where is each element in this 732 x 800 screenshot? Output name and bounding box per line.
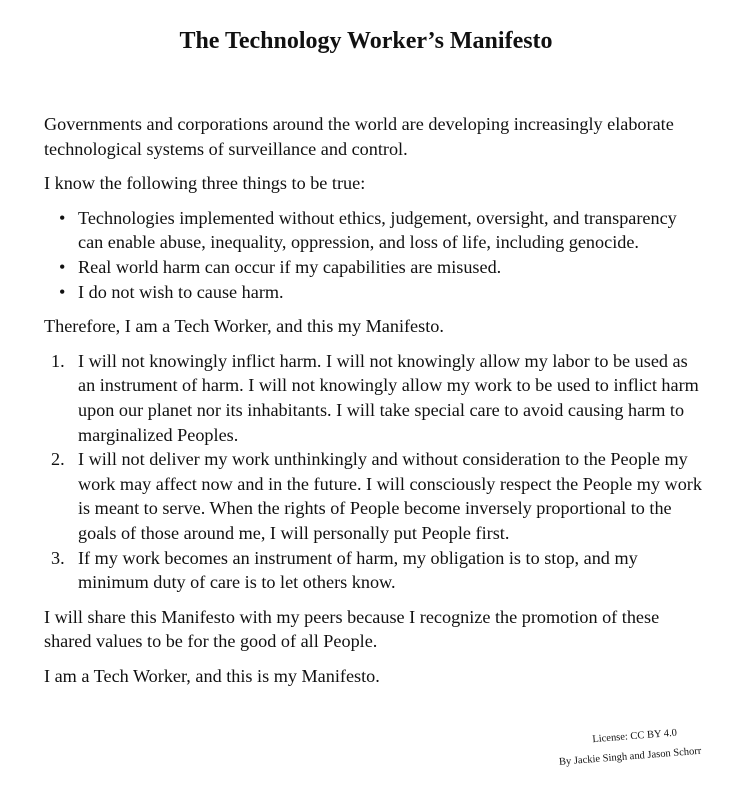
truth-text: Real world harm can occur if my capabilities are misused. <box>78 256 502 277</box>
pledge-number: 2. <box>51 449 65 470</box>
list-item <box>59 206 704 255</box>
truth-text: I do not wish to cause harm. <box>78 281 284 302</box>
authors-line: By Jackie Singh and Jason Schorr <box>558 745 702 768</box>
license-line: License: CC BY 4.0 <box>591 727 678 746</box>
list-item <box>59 280 704 305</box>
closing-paragraph: I am a Tech Worker, and this is my Manifesto. <box>44 665 380 686</box>
bullet-icon: • <box>59 281 66 302</box>
pledges-list <box>44 349 704 595</box>
bullet-icon: • <box>59 207 66 228</box>
page-title: The Technology Worker’s Manifesto <box>179 28 553 54</box>
truths-list <box>44 206 704 304</box>
pledge-text: I will not deliver my work unthinkingly and without consideration to the People my work may affect now and in the future. I will consciously respect the People my work is meant to serve. When the rights of People become inversely proportional to the goals of those around me, I will personally put People first. <box>78 449 702 543</box>
truth-text: Technologies implemented without ethics, judgement, oversight, and transparency can enable abuse, inequality, oppression, and loss of life, including genocide. <box>78 207 677 253</box>
pledge-text: I will not knowingly inflict harm. I will not knowingly allow my labor to be used as an instrument of harm. I will not knowingly allow my work to be used to inflict harm upon our planet nor its inhabitants. I will take special care to avoid causing harm to marginalized Peoples. <box>78 350 699 445</box>
pledge-number: 1. <box>51 350 65 371</box>
list-item <box>51 349 704 447</box>
manifesto-body <box>44 112 704 688</box>
pledge-text: If my work becomes an instrument of harm, my obligation is to stop, and my minimum duty of care is to let others know. <box>78 547 638 593</box>
list-item <box>59 255 704 280</box>
list-item <box>51 447 704 545</box>
share-paragraph: I will share this Manifesto with my peers because I recognize the promotion of these shared values to be for the good of all People. <box>44 606 660 652</box>
pledge-number: 3. <box>51 547 65 568</box>
list-item <box>51 546 704 595</box>
intro-paragraph: Governments and corporations around the world are developing increasingly elaborate technological systems of surveillance and control. <box>44 114 674 159</box>
therefore-paragraph: Therefore, I am a Tech Worker, and this my Manifesto. <box>44 316 444 337</box>
lead-paragraph: I know the following three things to be true: <box>44 173 366 194</box>
bullet-icon: • <box>59 256 66 277</box>
license-note <box>557 722 732 770</box>
